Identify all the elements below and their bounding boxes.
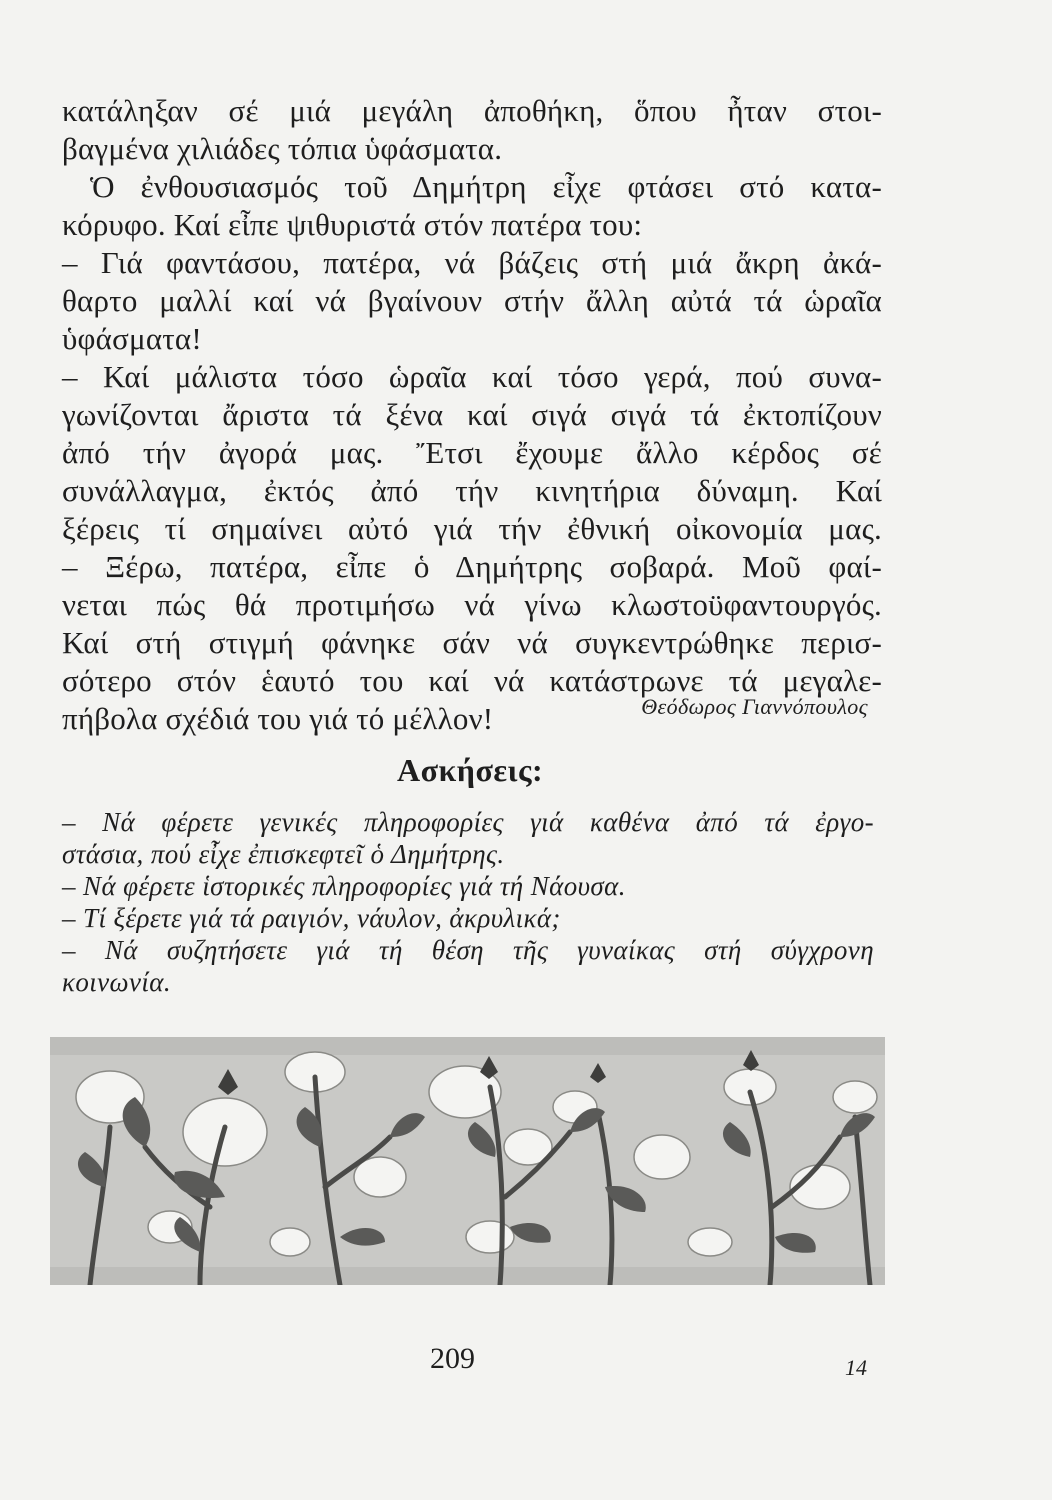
exercise-line: – Νά φέρετε ἱστορικές πληροφορίες γιά τή Νάουσα. (62, 871, 626, 901)
sheet-number: 14 (845, 1355, 867, 1380)
text-line: Καί στή στιγμή φάνηκε σάν νά συγκεντρώθηκε περισ- (62, 625, 882, 660)
text-line: – Ξέρω, πατέρα, εἶπε ὁ Δημήτρης σοβαρά. Μοῦ φαί- (62, 549, 882, 584)
exercise-line: κοινωνία. (62, 967, 172, 997)
text-line: κατάληξαν σέ μιά μεγάλη ἀποθήκη, ὅπου ἦταν στοι- (62, 93, 882, 128)
exercise-line: – Νά συζητήσετε γιά τή θέση τῆς γυναίκας στή σύγχρονη (62, 935, 874, 965)
text-line: ὑφάσματα! (62, 321, 202, 356)
text-line: θαρτο μαλλί καί νά βγαίνουν στήν ἄλλη αὐτά τά ὡραῖα (62, 283, 882, 318)
text-line: σότερο στόν ἑαυτό του καί νά κατάστρωνε τά μεγαλε- (62, 663, 882, 698)
text-line: – Γιά φαντάσου, πατέρα, νά βάζεις στή μιά ἄκρη ἀκά- (62, 245, 882, 280)
text-line: βαγμένα χιλιάδες τόπια ὑφάσματα. (62, 131, 503, 166)
exercise-line: – Τί ξέρετε γιά τά ραιγιόν, νάυλον, ἀκρυλικά; (62, 903, 561, 933)
text-line: ξέρεις τί σημαίνει αὐτό γιά τήν ἐθνική οἰκονομία μας. (62, 511, 882, 546)
exercise-line: στάσια, πού εἶχε ἐπισκεφτεῖ ὁ Δημήτρης. (62, 839, 505, 869)
exercises-list (62, 806, 874, 998)
story-text (62, 92, 882, 738)
cotton-plants-illustration (50, 1037, 885, 1285)
text-line: γωνίζονται ἄριστα τά ξένα καί σιγά σιγά τά ἐκτοπίζουν (62, 397, 882, 432)
text-line: κόρυφο. Καί εἶπε ψιθυριστά στόν πατέρα του: (62, 207, 643, 242)
text-line: συνάλλαγμα, ἐκτός ἀπό τήν κινητήρια δύναμη. Καί (62, 473, 882, 508)
text-line: πήβολα σχέδιά του γιά τό μέλλον! (62, 701, 494, 736)
text-line: Ὁ ἐνθουσιασμός τοῦ Δημήτρη εἶχε φτάσει στό κατα- (90, 169, 882, 204)
text-line: ἀπό τήν ἀγορά μας. Ἔτσι ἔχουμε ἄλλο κέρδος σέ (62, 435, 882, 470)
text-line: – Καί μάλιστα τόσο ὡραῖα καί τόσο γερά, πού συνα- (62, 359, 882, 394)
exercises-heading: Ασκήσεις: (397, 752, 544, 788)
text-line: νεται πώς θά προτιμήσω νά γίνω κλωστοϋφαντουργός. (62, 587, 882, 622)
page-number: 209 (430, 1342, 475, 1375)
exercise-line: – Νά φέρετε γενικές πληροφορίες γιά καθένα ἀπό τά ἐργο- (62, 807, 874, 837)
author-signature: Θεόδωρος Γιαννόπουλος (641, 694, 868, 719)
